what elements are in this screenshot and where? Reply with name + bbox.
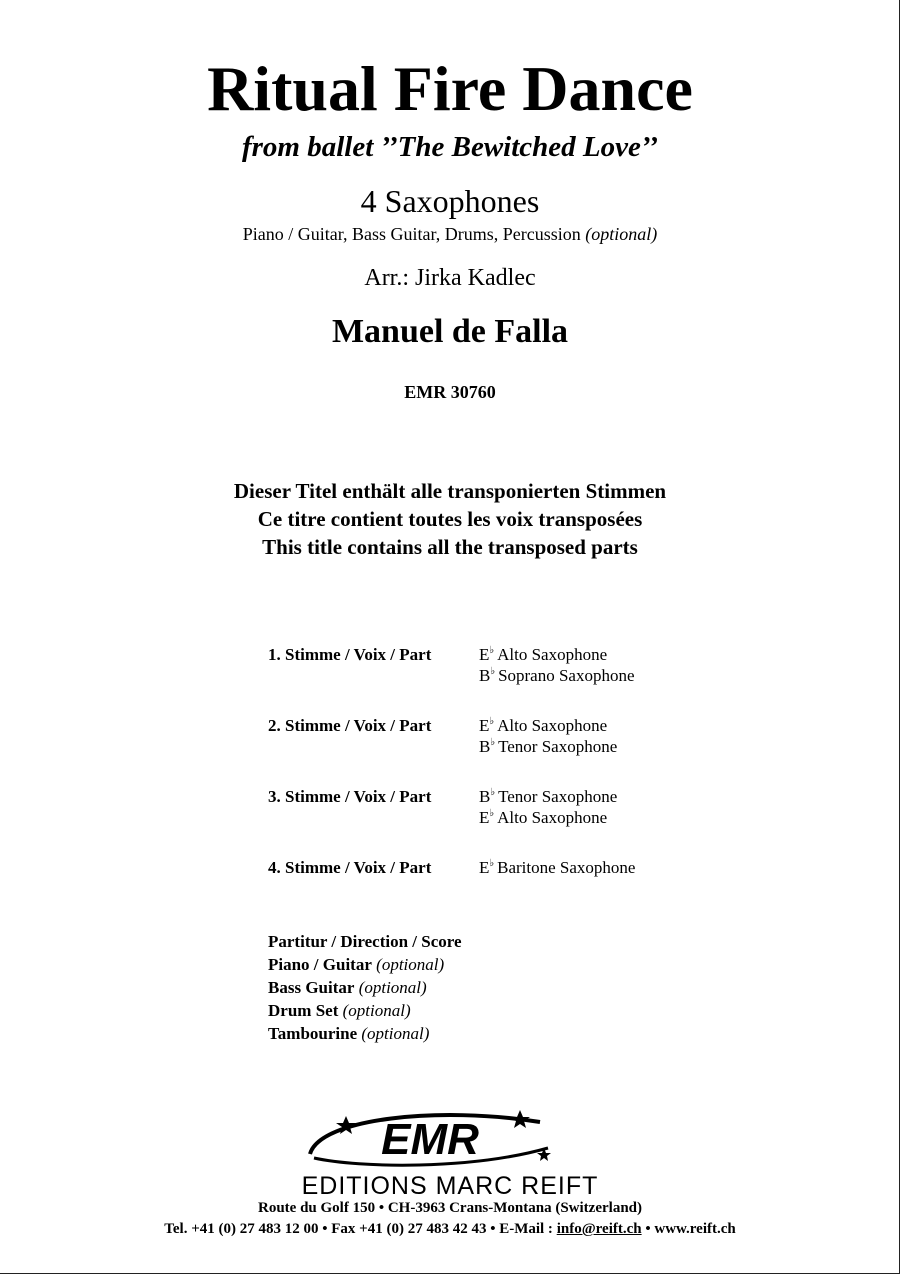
instrument-line: E♭ Baritone Saxophone [479,858,636,877]
flat-icon: ♭ [489,858,495,869]
part-label: 2. Stimme / Voix / Part [268,716,432,735]
contact-website: • www.reift.ch [641,1221,736,1237]
notice-line-en: This title contains all the transposed parts [262,535,638,559]
instrument-line: B♭ Soprano Saxophone [479,666,635,685]
publisher-contact [0,1219,900,1239]
extra-part: Drum Set (optional) [268,1001,411,1020]
flat-icon: ♭ [490,666,496,677]
flat-icon: ♭ [490,787,496,798]
instrument-line: E♭ Alto Saxophone [479,645,608,664]
svg-text:EMR: EMR [381,1115,479,1164]
email-link[interactable]: info@reift.ch [556,1221,642,1237]
flat-icon: ♭ [489,645,495,656]
flat-icon: ♭ [489,808,495,819]
part-instruments [479,646,635,688]
part-instruments [479,717,617,759]
part-label: 3. Stimme / Voix / Part [268,787,432,806]
arranger: Arr.: Jirka Kadlec [364,265,536,291]
part-row-2 [268,717,788,788]
instrument-line: B♭ Tenor Saxophone [479,737,618,756]
instrumentation: 4 Saxophones [360,183,540,219]
instrument-line: E♭ Alto Saxophone [479,716,608,735]
part-row-4 [268,859,788,909]
flat-icon: ♭ [489,716,495,727]
catalog-number: EMR 30760 [404,382,496,402]
part-instruments [479,859,635,880]
transposed-parts-notice [0,477,900,561]
accompaniment-optional: (optional) [585,224,658,244]
publisher-name: EDITIONS MARC REIFT [301,1172,599,1200]
page-title: Ritual Fire Dance [207,53,693,124]
instrument-line: E♭ Alto Saxophone [479,808,608,827]
part-label: 1. Stimme / Voix / Part [268,645,432,664]
emr-logo-icon [300,1108,560,1170]
notice-line-de: Dieser Titel enthält alle transponierten Stimmen [233,479,667,503]
accompaniment [0,222,900,246]
publisher-address: Route du Golf 150 • CH-3963 Crans-Montana (Switzerland) [258,1200,642,1216]
extra-part: Piano / Guitar (optional) [268,955,445,974]
extra-part: Partitur / Direction / Score [268,932,462,951]
extra-part: Bass Guitar (optional) [268,978,427,997]
subtitle: from ballet ’’The Bewitched Love’’ [241,131,659,163]
extra-part: Tambourine (optional) [268,1024,430,1043]
additional-parts [268,930,462,1045]
composer: Manuel de Falla [331,313,569,350]
part-row-3 [268,788,788,859]
parts-list [268,646,788,909]
part-instruments [479,788,617,830]
flat-icon: ♭ [490,737,496,748]
instrument-line: B♭ Tenor Saxophone [479,787,618,806]
accompaniment-text: Piano / Guitar, Bass Guitar, Drums, Percussion [242,224,581,244]
contact-phone-fax: Tel. +41 (0) 27 483 12 00 • Fax +41 (0) 27 483 42 43 • E-Mail : [164,1221,557,1237]
notice-line-fr: Ce titre contient toutes les voix transposées [257,507,643,531]
part-row-1 [268,646,788,717]
part-label: 4. Stimme / Voix / Part [268,858,432,877]
